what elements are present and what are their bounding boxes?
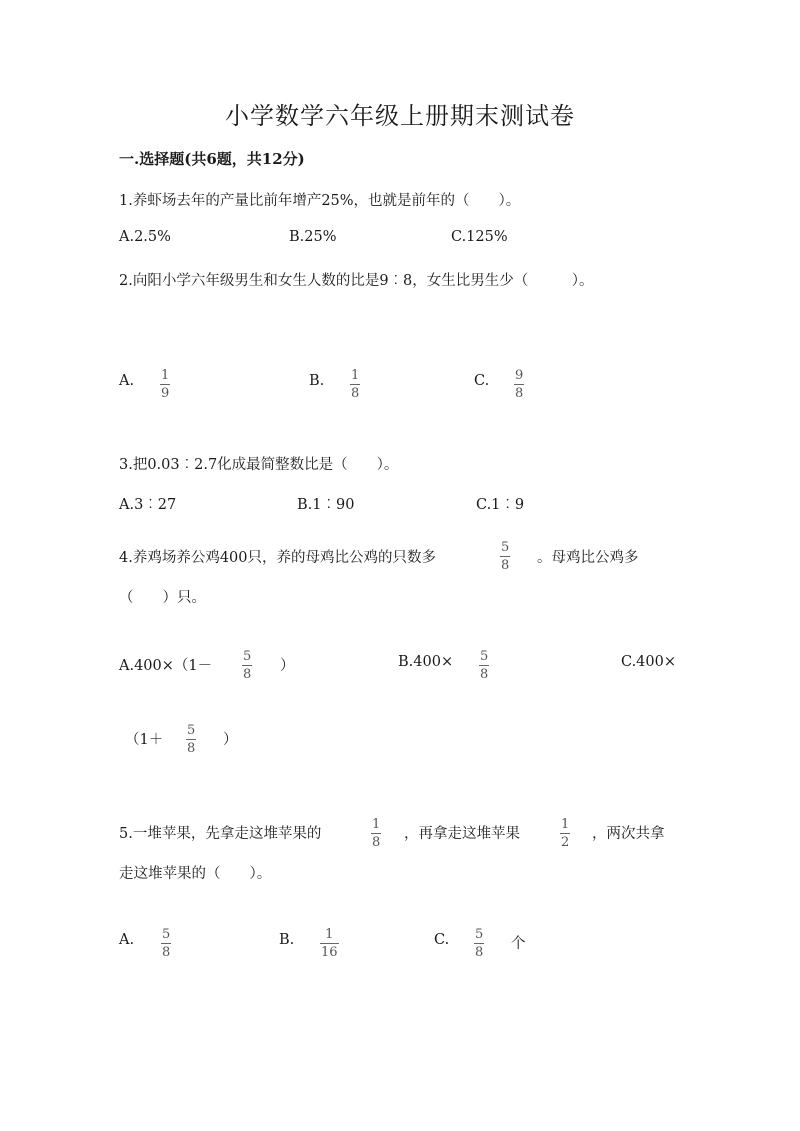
fraction-denominator: 8 bbox=[501, 558, 510, 573]
q4-option-a-text[interactable]: A.400×（1－ bbox=[119, 658, 213, 674]
q2-option-a-fraction bbox=[160, 368, 170, 401]
q4-option-c-line2: （1＋ bbox=[125, 732, 164, 748]
q5-option-c-fraction bbox=[474, 927, 484, 960]
fraction-denominator: 8 bbox=[515, 386, 524, 401]
q5-option-b-fraction bbox=[320, 927, 339, 960]
fraction-bar bbox=[500, 556, 510, 557]
fraction-numerator: 1 bbox=[325, 927, 334, 942]
q5-stem-fraction-1 bbox=[371, 817, 381, 850]
q4-option-c-fraction bbox=[186, 723, 196, 756]
q5-stem-fraction-2 bbox=[560, 817, 570, 850]
q1-stem: 1.养虾场去年的产量比前年增产25%，也就是前年的（ ）。 bbox=[119, 193, 521, 209]
q4-stem-line2: （ ）只。 bbox=[119, 590, 206, 606]
fraction-denominator: 8 bbox=[243, 667, 252, 682]
q4-option-b-fraction bbox=[479, 649, 489, 682]
q3-option-a[interactable]: A.3︰27 bbox=[119, 497, 177, 513]
fraction-denominator: 8 bbox=[187, 741, 196, 756]
q2-option-b-label[interactable]: B. bbox=[309, 373, 325, 389]
q5-stem-part2: ，再拿走这堆苹果 bbox=[404, 826, 520, 842]
q4-stem-fraction bbox=[500, 540, 510, 573]
fraction-numerator: 9 bbox=[515, 368, 524, 383]
fraction-numerator: 5 bbox=[475, 927, 484, 942]
q3-option-b[interactable]: B.1︰90 bbox=[297, 497, 355, 513]
page-title: 小学数学六年级上册期末测试卷 bbox=[225, 102, 575, 130]
q4-stem-part1: 4.养鸡场养公鸡400只，养的母鸡比公鸡的只数多 bbox=[119, 550, 437, 566]
fraction-numerator: 5 bbox=[162, 927, 171, 942]
fraction-numerator: 1 bbox=[351, 368, 360, 383]
q5-option-c-suffix: 个 bbox=[511, 936, 526, 952]
fraction-numerator: 1 bbox=[561, 817, 570, 832]
fraction-numerator: 5 bbox=[243, 649, 252, 664]
q4-stem-part2: 。母鸡比公鸡多 bbox=[537, 550, 639, 566]
q1-option-b[interactable]: B.25% bbox=[289, 229, 337, 245]
q4-option-b-text[interactable]: B.400× bbox=[398, 654, 454, 670]
section-heading: 一.选择题(共6题，共12分) bbox=[119, 150, 305, 168]
q5-option-b-label[interactable]: B. bbox=[279, 932, 295, 948]
fraction-denominator: 2 bbox=[561, 835, 570, 850]
fraction-bar bbox=[186, 739, 196, 740]
fraction-denominator: 8 bbox=[475, 945, 484, 960]
q1-option-a[interactable]: A.2.5% bbox=[119, 229, 171, 245]
q4-option-a-close: ） bbox=[280, 658, 295, 674]
q5-stem-part1: 5.一堆苹果，先拿走这堆苹果的 bbox=[119, 826, 322, 842]
q4-option-c-close: ） bbox=[223, 732, 238, 748]
q5-option-a-label[interactable]: A. bbox=[119, 932, 135, 948]
fraction-bar bbox=[320, 943, 339, 944]
q2-option-c-fraction bbox=[514, 368, 524, 401]
fraction-bar bbox=[371, 833, 381, 834]
fraction-bar bbox=[350, 384, 360, 385]
q4-option-c-text[interactable]: C.400× bbox=[621, 654, 677, 670]
fraction-bar bbox=[161, 943, 171, 944]
fraction-bar bbox=[560, 833, 570, 834]
fraction-numerator: 5 bbox=[480, 649, 489, 664]
fraction-bar bbox=[242, 665, 252, 666]
q5-stem-line2: 走这堆苹果的（ ）。 bbox=[119, 866, 272, 882]
fraction-denominator: 8 bbox=[372, 835, 381, 850]
q5-stem-part3: ，两次共拿 bbox=[592, 826, 665, 842]
fraction-denominator: 8 bbox=[351, 386, 360, 401]
fraction-denominator: 16 bbox=[321, 945, 338, 960]
fraction-bar bbox=[514, 384, 524, 385]
fraction-denominator: 9 bbox=[161, 386, 170, 401]
q3-stem: 3.把0.03︰2.7化成最简整数比是（ ）。 bbox=[119, 457, 399, 473]
fraction-numerator: 1 bbox=[372, 817, 381, 832]
q1-option-c[interactable]: C.125% bbox=[451, 229, 508, 245]
fraction-bar bbox=[479, 665, 489, 666]
q2-option-c-label[interactable]: C. bbox=[474, 373, 490, 389]
fraction-denominator: 8 bbox=[162, 945, 171, 960]
fraction-numerator: 5 bbox=[501, 540, 510, 555]
q2-option-b-fraction bbox=[350, 368, 360, 401]
q5-option-a-fraction bbox=[161, 927, 171, 960]
q4-option-a-fraction bbox=[242, 649, 252, 682]
q3-option-c[interactable]: C.1︰9 bbox=[476, 497, 525, 513]
fraction-bar bbox=[160, 384, 170, 385]
q2-stem: 2.向阳小学六年级男生和女生人数的比是9︰8，女生比男生少（ ）。 bbox=[119, 273, 594, 289]
fraction-numerator: 5 bbox=[187, 723, 196, 738]
fraction-numerator: 1 bbox=[161, 368, 170, 383]
fraction-bar bbox=[474, 943, 484, 944]
q5-option-c-label[interactable]: C. bbox=[434, 932, 450, 948]
q2-option-a-label[interactable]: A. bbox=[119, 373, 135, 389]
fraction-denominator: 8 bbox=[480, 667, 489, 682]
